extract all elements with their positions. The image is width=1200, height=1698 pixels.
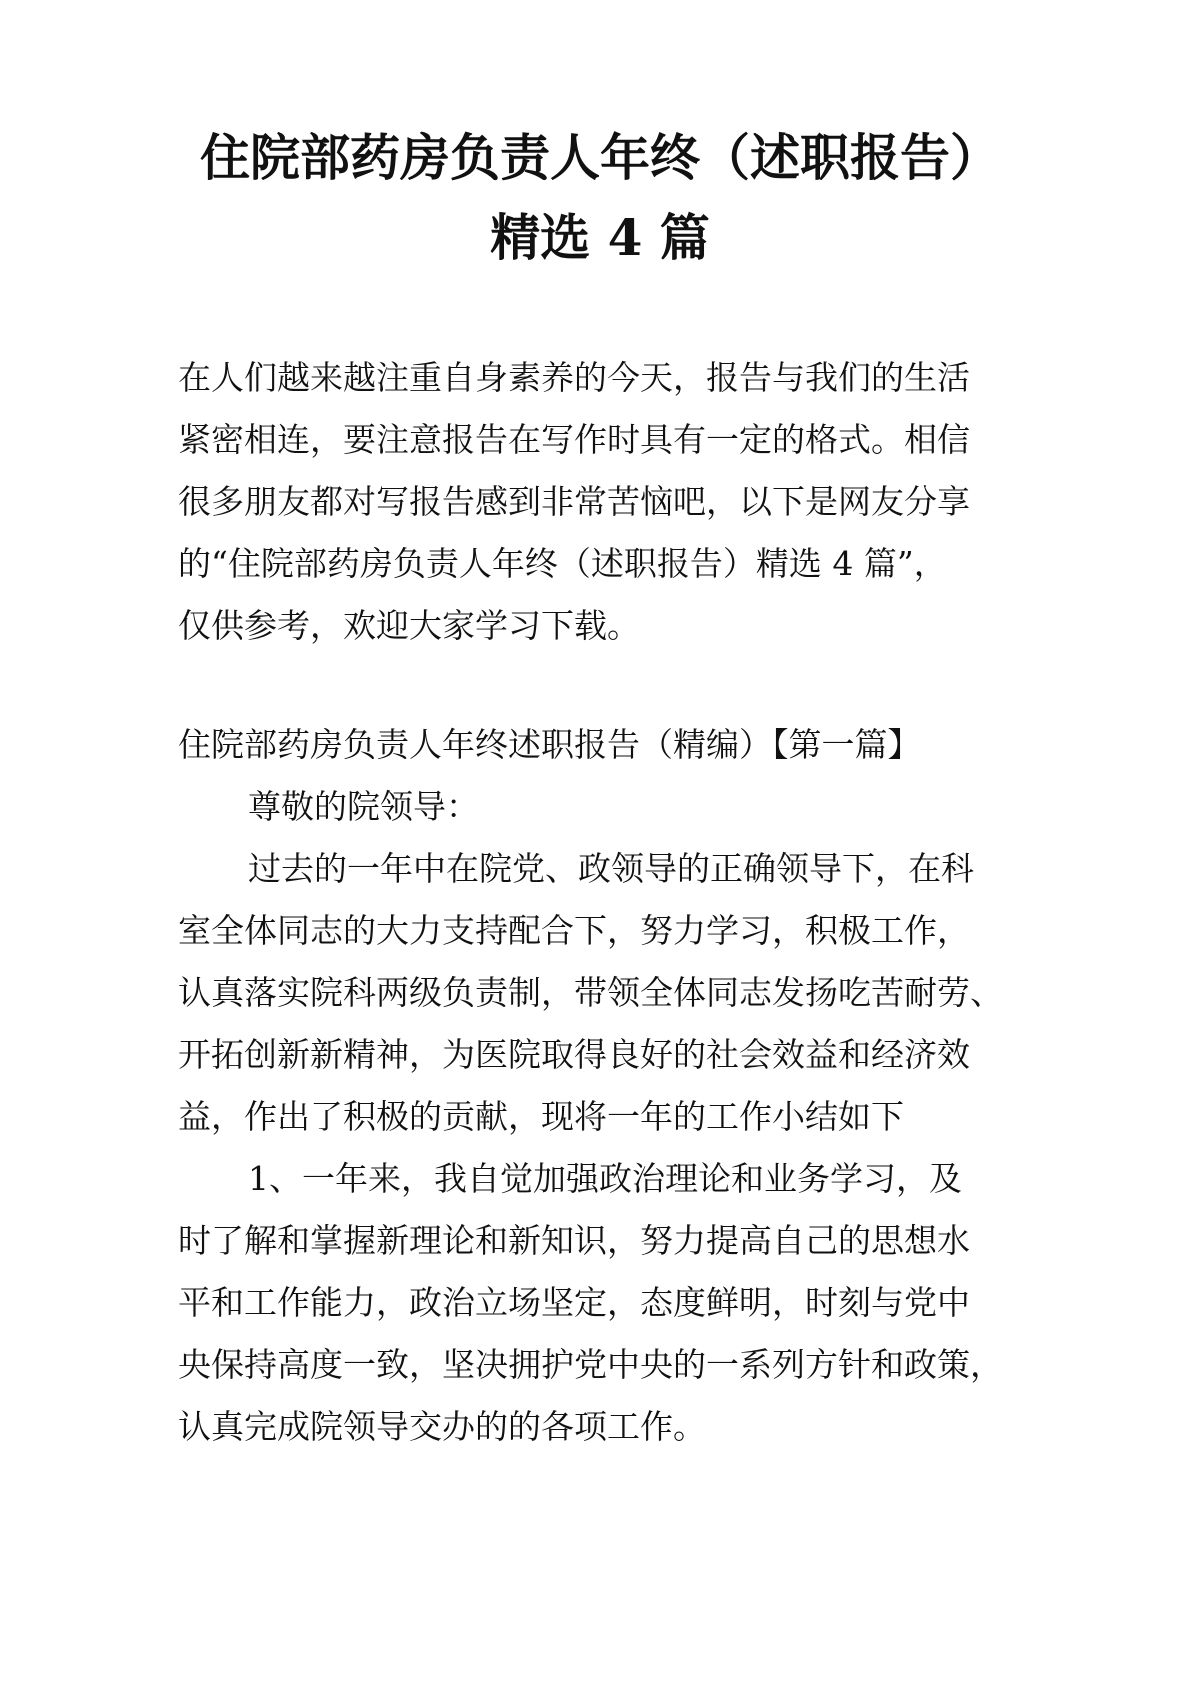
paragraph-1-line: 室全体同志的大力支持配合下，努力学习，积极工作， xyxy=(178,911,970,950)
paragraph-1-line: 认真落实院科两级负责制，带领全体同志发扬吃苦耐劳、 xyxy=(178,973,1003,1012)
paragraph-1-line: 过去的一年中在院党、政领导的正确领导下，在科 xyxy=(248,849,974,888)
intro-line: 在人们越来越注重自身素养的今天，报告与我们的生活 xyxy=(178,358,970,397)
paragraph-2-line: 认真完成院领导交办的的各项工作。 xyxy=(178,1407,706,1446)
section-heading: 住院部药房负责人年终述职报告（精编）【第一篇】 xyxy=(178,725,921,764)
document-title-line-2: 精选 4 篇 xyxy=(490,208,710,267)
intro-line: 的“住院部药房负责人年终（述职报告）精选 4 篇”， xyxy=(178,544,947,583)
intro-line: 仅供参考，欢迎大家学习下载。 xyxy=(178,606,640,645)
paragraph-2-line: 时了解和掌握新理论和新知识，努力提高自己的思想水 xyxy=(178,1221,970,1260)
intro-line: 紧密相连，要注意报告在写作时具有一定的格式。相信 xyxy=(178,420,970,459)
paragraph-2-line: 平和工作能力，政治立场坚定，态度鲜明，时刻与党中 xyxy=(178,1283,970,1322)
salutation: 尊敬的院领导： xyxy=(248,787,479,826)
intro-line: 很多朋友都对写报告感到非常苦恼吧，以下是网友分享 xyxy=(178,482,970,521)
paragraph-1-line: 益，作出了积极的贡献，现将一年的工作小结如下 xyxy=(178,1097,904,1136)
paragraph-2-line: 1、一年来，我自觉加强政治理论和业务学习，及 xyxy=(248,1159,962,1198)
document-title-line-1: 住院部药房负责人年终（述职报告） xyxy=(200,128,1000,187)
paragraph-1-line: 开拓创新新精神，为医院取得良好的社会效益和经济效 xyxy=(178,1035,970,1074)
paragraph-2-line: 央保持高度一致，坚决拥护党中央的一系列方针和政策， xyxy=(178,1345,1003,1384)
